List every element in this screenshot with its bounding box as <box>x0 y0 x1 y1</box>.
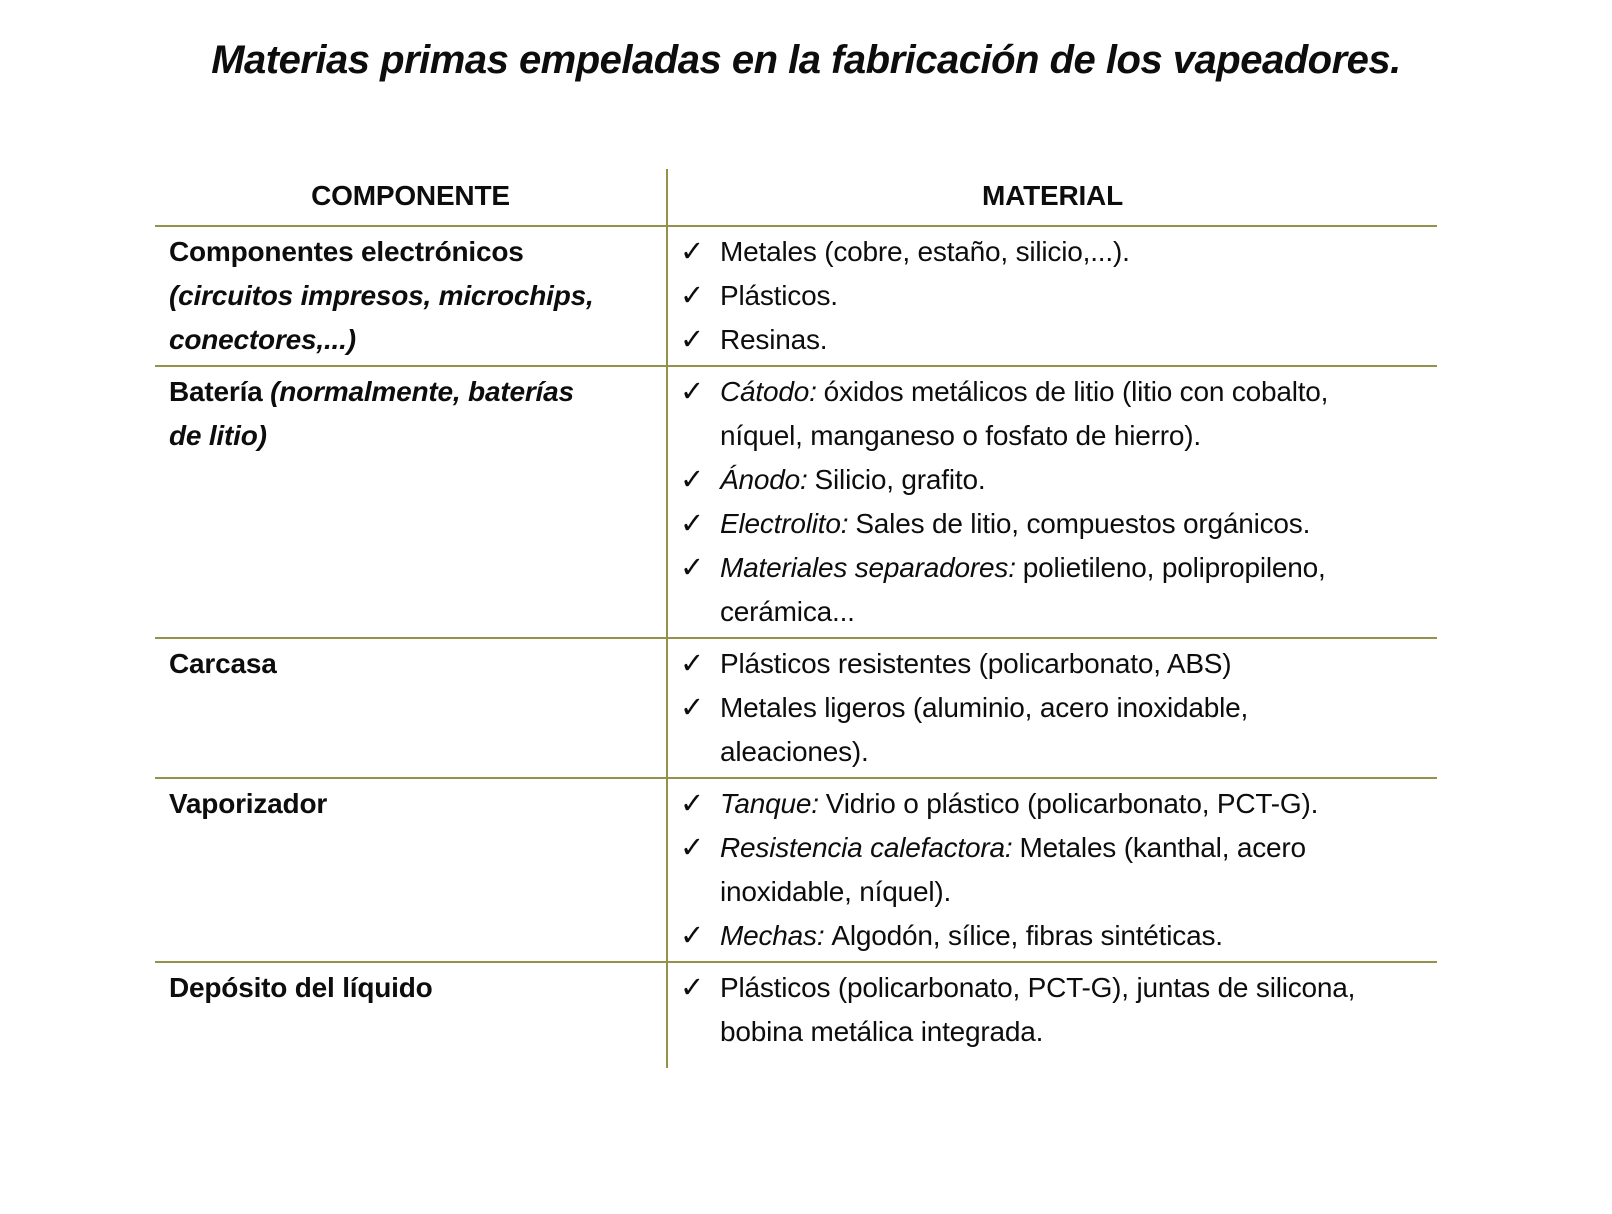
check-icon: ✓ <box>680 552 705 584</box>
component-name: Componentes electrónicos <box>169 236 524 267</box>
material-text <box>720 782 1318 826</box>
component-cell <box>155 227 668 365</box>
check-icon: ✓ <box>680 788 705 820</box>
material-description: Algodón, sílice, fibras sintéticas. <box>831 920 1223 951</box>
check-icon: ✓ <box>680 324 705 356</box>
component-name: Batería <box>169 376 263 407</box>
material-text <box>720 230 1130 274</box>
column-header-material: MATERIAL <box>982 180 1123 211</box>
check-icon: ✓ <box>680 280 705 312</box>
check-icon: ✓ <box>680 464 705 496</box>
material-cell <box>668 639 1437 777</box>
table-body <box>155 227 1437 1068</box>
material-text <box>720 914 1223 958</box>
material-text <box>720 370 1368 458</box>
material-description: Sales de litio, compuestos orgánicos. <box>855 508 1311 539</box>
material-lead: Tanque: <box>720 788 819 819</box>
check-icon: ✓ <box>680 508 705 540</box>
component-note: (circuitos impresos, microchips, conectores,...) <box>169 280 594 355</box>
column-header-componente: COMPONENTE <box>155 169 668 225</box>
material-lead: Electrolito: <box>720 508 849 539</box>
material-description: Plásticos resistentes (policarbonato, ABS) <box>720 648 1232 679</box>
material-cell <box>668 367 1437 637</box>
material-text <box>720 318 827 362</box>
material-text <box>720 458 985 502</box>
check-icon: ✓ <box>680 832 705 864</box>
material-text <box>720 686 1368 774</box>
table-row <box>155 639 1437 779</box>
material-item <box>668 318 1437 362</box>
material-description: Plásticos (policarbonato, PCT-G), juntas de silicona, bobina metálica integrada. <box>720 972 1356 1047</box>
component-cell <box>155 963 668 1068</box>
material-text <box>720 546 1368 634</box>
material-cell <box>668 963 1437 1068</box>
component-name: Vaporizador <box>169 788 328 819</box>
material-description: Metales (cobre, estaño, silicio,...). <box>720 236 1130 267</box>
check-icon: ✓ <box>680 376 705 408</box>
material-lead: Ánodo: <box>720 464 808 495</box>
check-icon: ✓ <box>680 648 705 680</box>
component-name: Depósito del líquido <box>169 972 433 1003</box>
table-row <box>155 227 1437 367</box>
material-item <box>668 502 1437 546</box>
material-description: Metales ligeros (aluminio, acero inoxidable, aleaciones). <box>720 692 1249 767</box>
material-description: Vidrio o plástico (policarbonato, PCT-G). <box>825 788 1319 819</box>
table-row <box>155 367 1437 639</box>
check-icon: ✓ <box>680 972 705 1004</box>
material-lead: Materiales separadores: <box>720 552 1016 583</box>
material-item <box>668 782 1437 826</box>
material-item <box>668 966 1437 1054</box>
material-text <box>720 966 1368 1054</box>
materials-table <box>155 169 1437 1068</box>
material-description: Resinas. <box>720 324 828 355</box>
material-lead: Cátodo: <box>720 376 817 407</box>
material-text <box>720 274 838 318</box>
material-text <box>720 826 1368 914</box>
material-item <box>668 642 1437 686</box>
check-icon: ✓ <box>680 920 705 952</box>
component-cell <box>155 639 668 777</box>
material-cell <box>668 779 1437 961</box>
material-text <box>720 642 1231 686</box>
component-note: (normalmente, baterías de litio) <box>169 376 574 451</box>
material-description: Silicio, grafito. <box>814 464 986 495</box>
material-item <box>668 230 1437 274</box>
material-item <box>668 458 1437 502</box>
material-item <box>668 826 1437 914</box>
material-item <box>668 686 1437 774</box>
material-description: polietileno, polipropileno, cerámica... <box>720 552 1326 627</box>
material-text <box>720 502 1310 546</box>
material-description: óxidos metálicos de litio (litio con cobalto, níquel, manganeso o fosfato de hierro). <box>720 376 1329 451</box>
material-item <box>668 546 1437 634</box>
material-description: Metales (kanthal, acero inoxidable, níquel). <box>720 832 1306 907</box>
material-item <box>668 274 1437 318</box>
page-title: Materias primas empeladas en la fabricación de los vapeadores. <box>211 38 1401 82</box>
material-item <box>668 914 1437 958</box>
component-cell <box>155 779 668 961</box>
table-row <box>155 963 1437 1068</box>
check-icon: ✓ <box>680 236 705 268</box>
check-icon: ✓ <box>680 692 705 724</box>
material-item <box>668 370 1437 458</box>
table-header-row <box>155 169 1437 227</box>
material-lead: Resistencia calefactora: <box>720 832 1013 863</box>
table-row <box>155 779 1437 963</box>
component-cell <box>155 367 668 637</box>
material-lead: Mechas: <box>720 920 825 951</box>
component-name: Carcasa <box>169 648 277 679</box>
material-cell <box>668 227 1437 365</box>
material-description: Plásticos. <box>720 280 838 311</box>
